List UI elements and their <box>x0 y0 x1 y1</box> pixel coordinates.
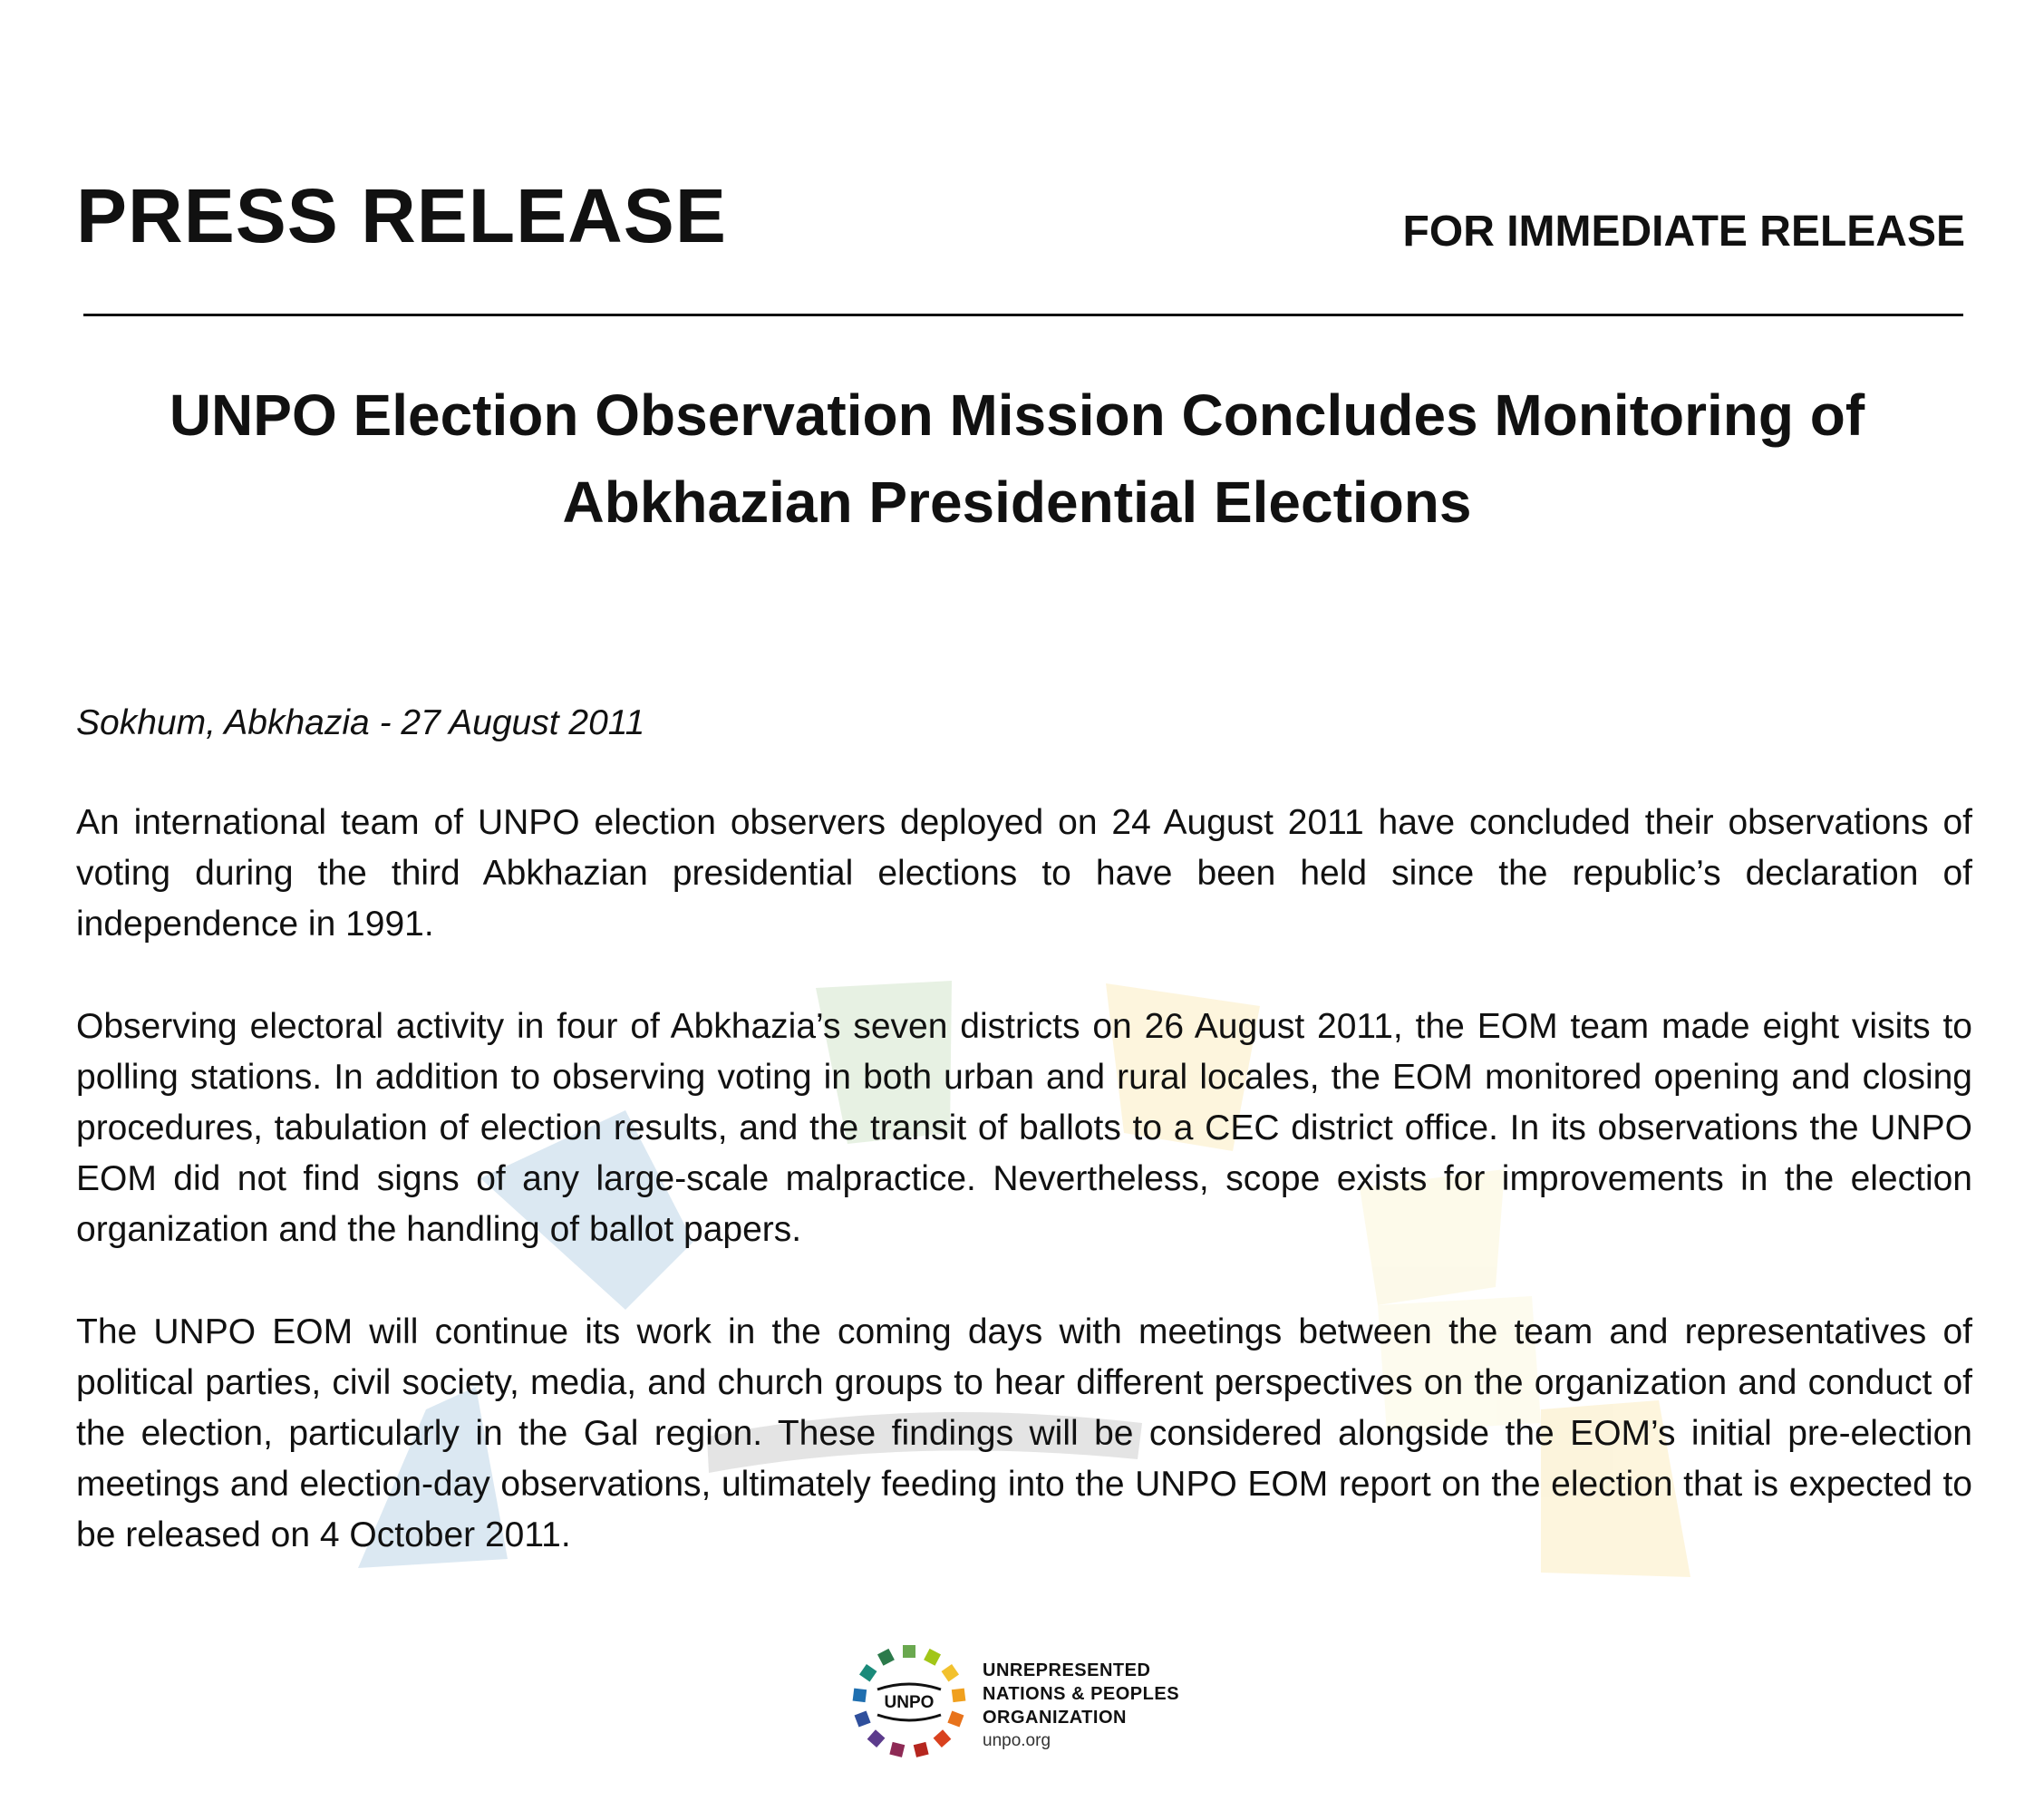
logo-url: unpo.org <box>983 1731 1051 1750</box>
logo-ring-segment <box>889 1742 905 1757</box>
logo-line-2: NATIONS & PEOPLES <box>983 1684 1180 1704</box>
logo-ring-segment <box>934 1729 952 1747</box>
logo-ring-segment <box>952 1689 966 1703</box>
logo-line-1: UNREPRESENTED <box>983 1660 1151 1680</box>
body-paragraph-1: An international team of UNPO election observers deployed on 24 August 2011 have concluded their observations of voting during the third Abkhazian presidential elections to have been held since the republic’s declaration of independence in 1991. <box>76 803 1972 944</box>
press-release-title: PRESS RELEASE <box>76 173 727 258</box>
logo-ring-segment <box>859 1664 877 1681</box>
logo-ring-segment <box>867 1729 886 1747</box>
dateline: Sokhum, Abkhazia - 27 August 2011 <box>76 703 645 742</box>
immediate-release-label: FOR IMMEDIATE RELEASE <box>1402 208 1965 256</box>
headline-line-1: UNPO Election Observation Mission Concludes Monitoring of <box>169 382 1865 448</box>
logo-ring-segment <box>853 1689 867 1703</box>
logo-ring-segment <box>947 1710 964 1727</box>
body-paragraph-3: The UNPO EOM will continue its work in the coming days with meetings between the team and representatives of political parties, civil society, media, and church groups to hear different perspectives on the organization and conduct of the election, particularly in the Gal region. These findings will be considered alongside the EOM’s initial pre-election meetings and election-day observations, ultimately feeding into the UNPO EOM report on the election that is expected to be released on 4 October 2011. <box>76 1312 1972 1554</box>
logo-mark-text: UNPO <box>884 1693 935 1712</box>
headline <box>76 372 1958 546</box>
logo-ring-segment <box>855 1710 871 1727</box>
logo-ring-segment <box>903 1645 915 1658</box>
unpo-ring-icon <box>850 1642 968 1760</box>
logo-ring-segment <box>924 1649 941 1666</box>
headline-line-2: Abkhazian Presidential Elections <box>562 470 1472 535</box>
logo-line-3: ORGANIZATION <box>983 1708 1127 1728</box>
header-divider <box>83 314 1963 316</box>
logo-ring-segment <box>877 1649 895 1666</box>
unpo-logo <box>850 1642 1213 1769</box>
logo-ring-segment <box>942 1664 959 1681</box>
body-paragraph-2: Observing electoral activity in four of Abkhazia’s seven districts on 26 August 2011, the EOM team made eight visits to polling stations. In addition to observing voting in both urban and rural locales, the EOM monitored opening and closing procedures, tabulation of election results, and the transit of ballots to a CEC district office. In its observations the UNPO EOM did not find signs of any large-scale malpractice. Nevertheless, scope exists for improvements in the election organization and the handling of ballot papers. <box>76 1007 1972 1249</box>
logo-ring-segment <box>914 1742 929 1757</box>
